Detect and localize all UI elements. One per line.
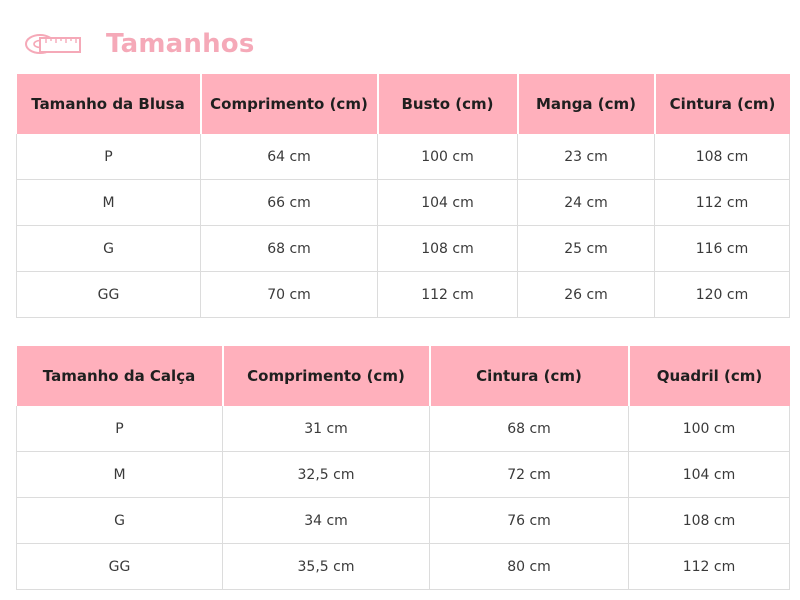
table-cell: 34 cm (223, 498, 430, 544)
header-cell: Comprimento (cm) (201, 74, 378, 134)
table-cell: G (17, 498, 223, 544)
table-cell: 112 cm (378, 272, 518, 318)
table-cell: 26 cm (518, 272, 655, 318)
table-cell: P (17, 406, 223, 452)
table-cell: GG (17, 272, 201, 318)
table-cell: 108 cm (629, 498, 790, 544)
table-cell: 76 cm (430, 498, 629, 544)
table-cell: M (17, 452, 223, 498)
pants-size-table (16, 346, 790, 590)
table-cell: 68 cm (430, 406, 629, 452)
table-cell: 23 cm (518, 134, 655, 180)
header-cell: Cintura (cm) (655, 74, 790, 134)
table-row (17, 134, 790, 180)
table-cell: 68 cm (201, 226, 378, 272)
table-row (17, 452, 790, 498)
table-row (17, 498, 790, 544)
blouse-size-table (16, 74, 790, 318)
header-cell: Quadril (cm) (629, 346, 790, 406)
table-cell: 70 cm (201, 272, 378, 318)
table-cell: 72 cm (430, 452, 629, 498)
table-cell: 32,5 cm (223, 452, 430, 498)
page-header (24, 26, 255, 62)
table-cell: 116 cm (655, 226, 790, 272)
header-cell: Tamanho da Blusa (17, 74, 201, 134)
header-cell: Manga (cm) (518, 74, 655, 134)
table-row (17, 272, 790, 318)
table-header-row (17, 74, 790, 134)
table-cell: 108 cm (378, 226, 518, 272)
table-cell: 100 cm (629, 406, 790, 452)
table-cell: M (17, 180, 201, 226)
table-cell: 108 cm (655, 134, 790, 180)
table-cell: 25 cm (518, 226, 655, 272)
page-title: Tamanhos (106, 29, 255, 59)
table-row (17, 226, 790, 272)
table-cell: G (17, 226, 201, 272)
table-cell: 112 cm (629, 544, 790, 590)
table-cell: 120 cm (655, 272, 790, 318)
header-cell: Tamanho da Calça (17, 346, 223, 406)
table-cell: P (17, 134, 201, 180)
header-cell: Comprimento (cm) (223, 346, 430, 406)
measuring-tape-icon (24, 29, 84, 59)
table-cell: 64 cm (201, 134, 378, 180)
header-cell: Cintura (cm) (430, 346, 629, 406)
table-row (17, 544, 790, 590)
table-header-row (17, 346, 790, 406)
table-cell: 104 cm (629, 452, 790, 498)
table-row (17, 406, 790, 452)
table-row (17, 180, 790, 226)
table-cell: 31 cm (223, 406, 430, 452)
table-cell: 80 cm (430, 544, 629, 590)
table-cell: 100 cm (378, 134, 518, 180)
table-cell: GG (17, 544, 223, 590)
table-cell: 104 cm (378, 180, 518, 226)
header-cell: Busto (cm) (378, 74, 518, 134)
table-cell: 35,5 cm (223, 544, 430, 590)
table-cell: 66 cm (201, 180, 378, 226)
table-cell: 24 cm (518, 180, 655, 226)
table-cell: 112 cm (655, 180, 790, 226)
